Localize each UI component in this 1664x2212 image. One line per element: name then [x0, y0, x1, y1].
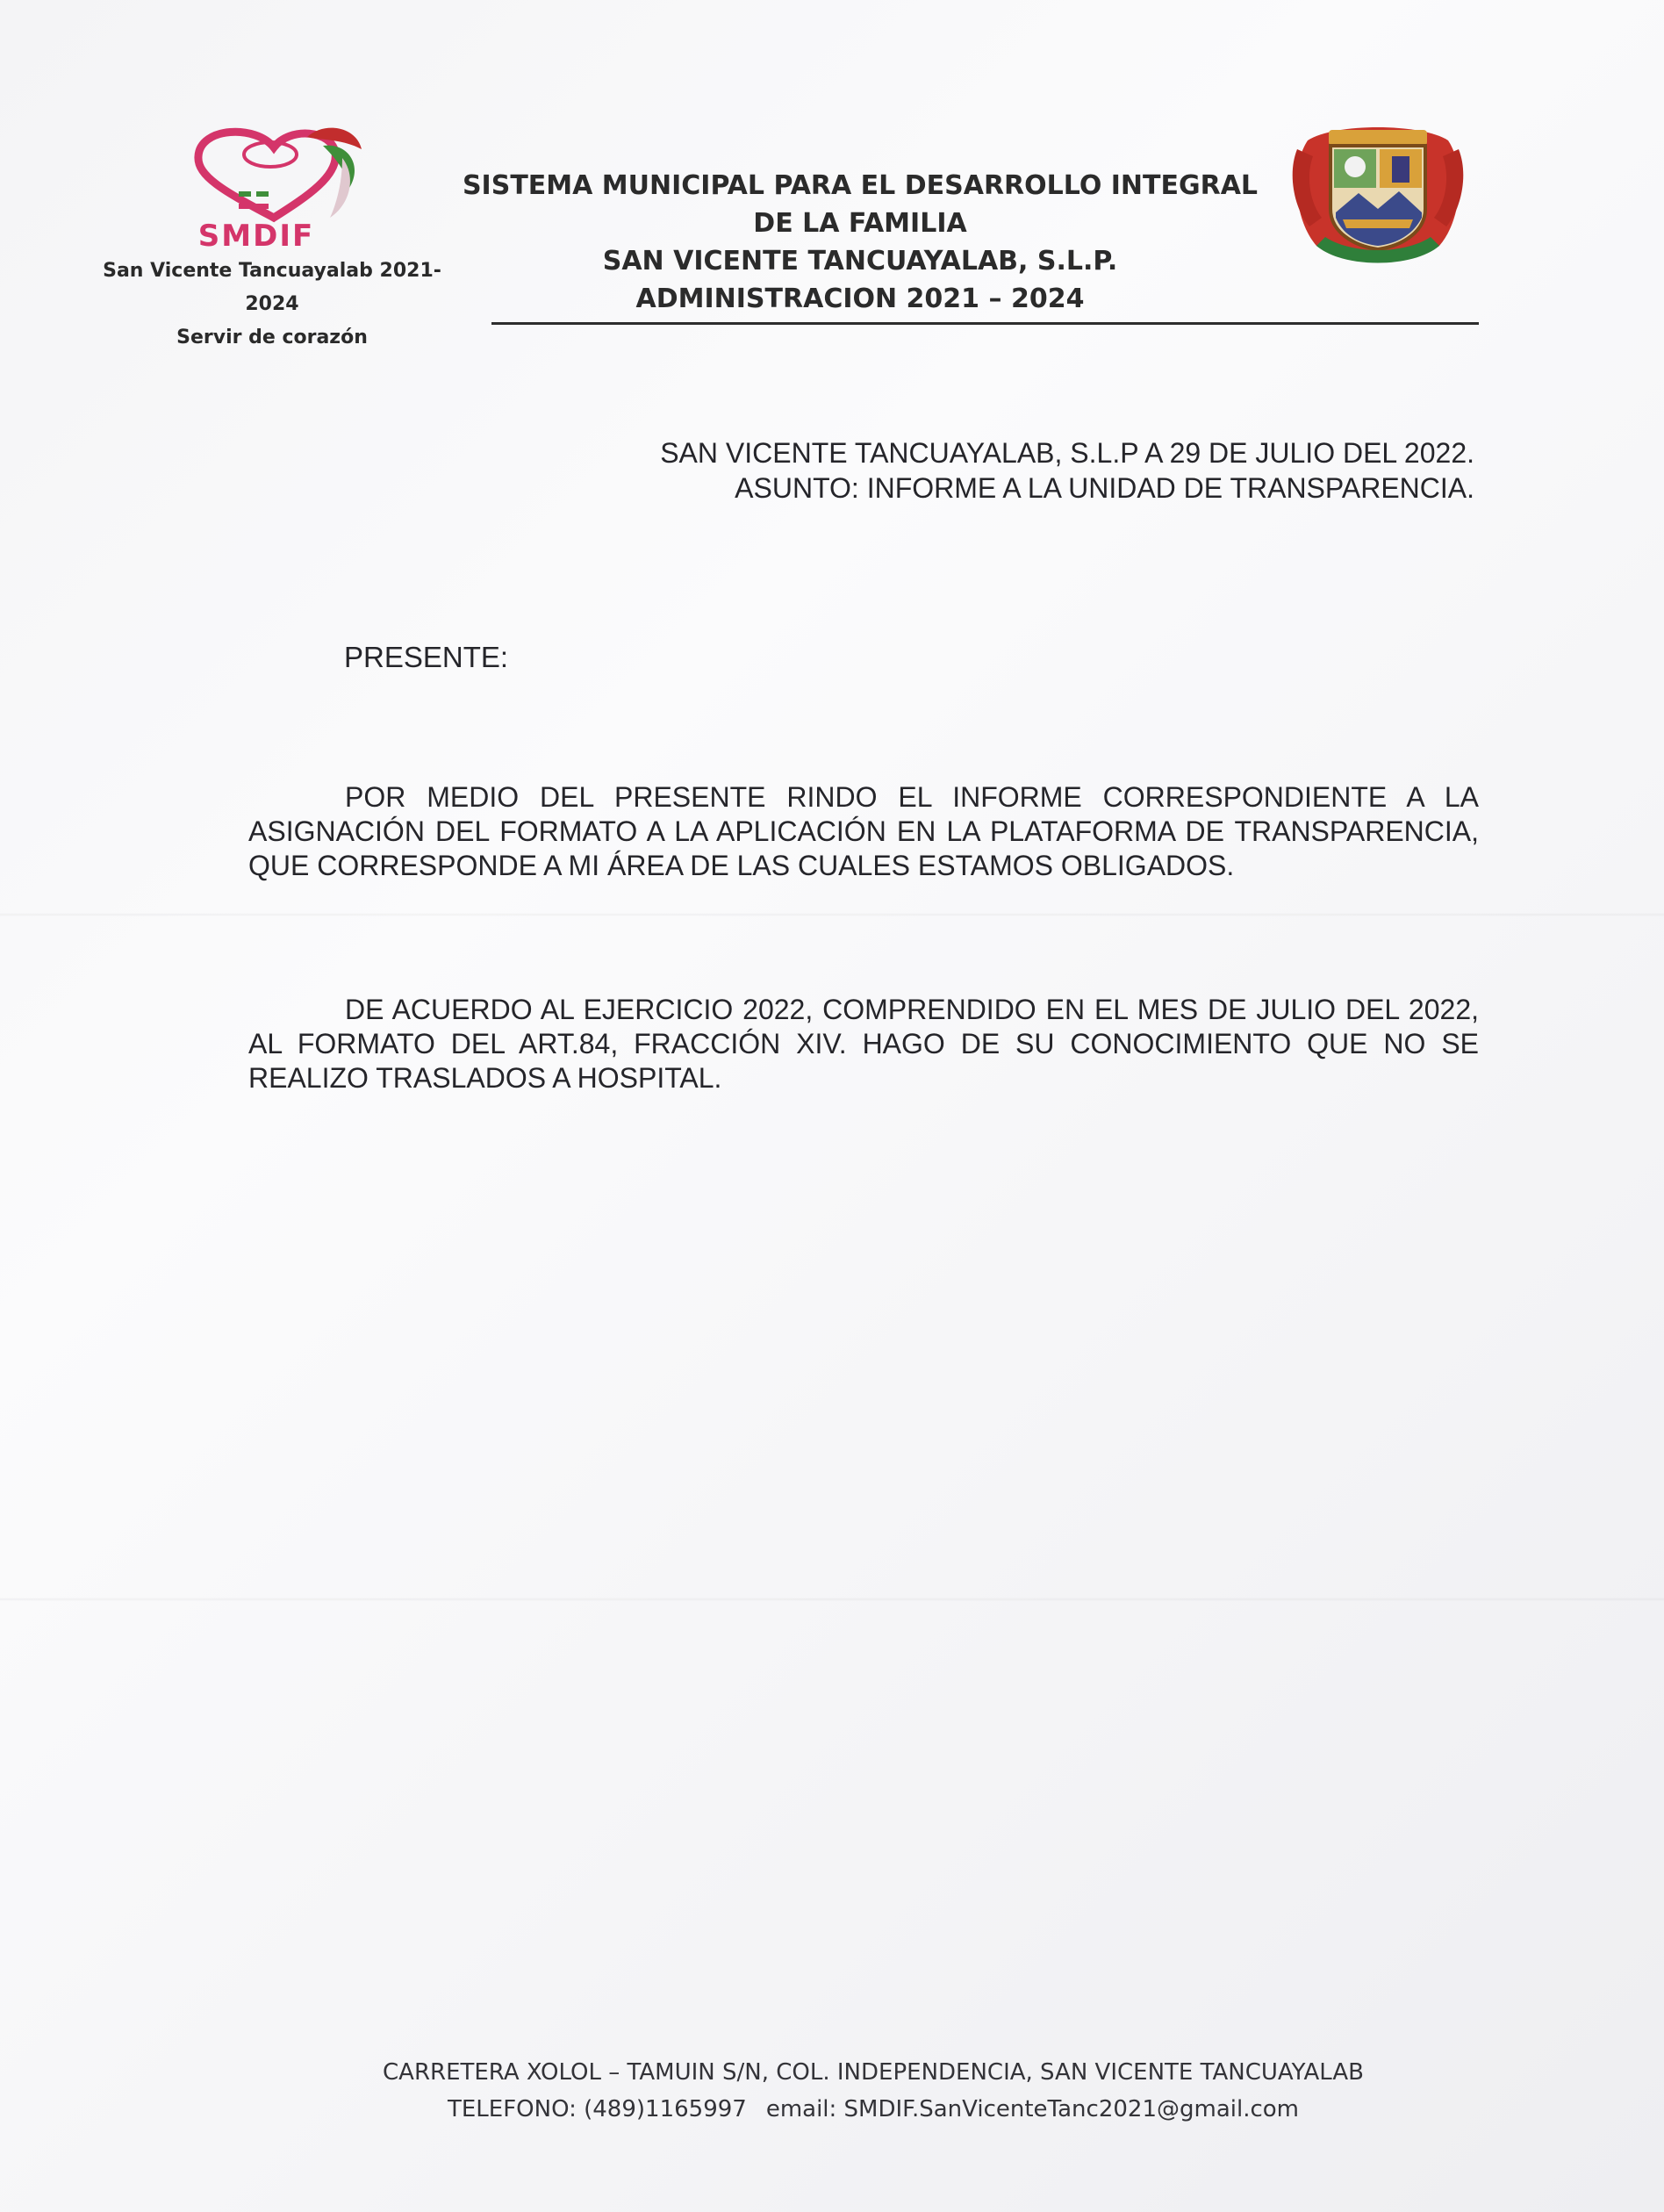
footer-address: CARRETERA XOLOL – TAMUIN S/N, COL. INDEPENDENCIA, SAN VICENTE TANCUAYALAB: [383, 2059, 1364, 2086]
paper-fold-line: [0, 913, 1664, 916]
subject-line: ASUNTO: INFORME A LA UNIDAD DE TRANSPARENCIA.: [735, 472, 1474, 504]
smdif-heart-icon: [176, 123, 377, 255]
municipal-seal: [1290, 114, 1466, 268]
logo-caption: [79, 255, 465, 355]
footer-email: email: SMDIF.SanVicenteTanc2021@gmail.com: [765, 2096, 1299, 2122]
coat-of-arms-icon: [1290, 114, 1466, 268]
letterhead-title-line4: ADMINISTRACION 2021 – 2024: [635, 284, 1085, 314]
letterhead-title: [421, 167, 1299, 318]
letterhead-title-line2: DE LA FAMILIA: [753, 208, 967, 239]
smdif-logo-text: SMDIF: [197, 219, 315, 254]
letterhead-title-line1: SISTEMA MUNICIPAL PARA EL DESARROLLO INTEGRAL: [462, 170, 1259, 201]
letterhead-title-line3: SAN VICENTE TANCUAYALAB, S.L.P.: [602, 246, 1118, 276]
salutation: PRESENTE:: [344, 641, 509, 673]
smdif-logo: [176, 123, 377, 255]
logo-caption-line1: San Vicente Tancuayalab 2021-2024: [103, 260, 441, 315]
date-line: SAN VICENTE TANCUAYALAB, S.L.P A 29 DE JULIO DEL 2022.: [660, 437, 1474, 469]
header-divider: [491, 322, 1479, 325]
date-subject-block: [544, 435, 1474, 506]
body-paragraph-2: DE ACUERDO AL EJERCICIO 2022, COMPRENDIDO EN EL MES DE JULIO DEL 2022, AL FORMATO DEL ART.84, FRACCIÓN XIV. HAGO DE SU CONOCIMIENTO QUE NO SE REALIZO TRASLADOS A HOSPITAL.: [248, 994, 1479, 1094]
footer-phone: TELEFONO: (489)1165997: [447, 2096, 747, 2122]
paper-fold-line: [0, 1598, 1664, 1601]
logo-caption-line2: Servir de corazón: [176, 327, 368, 348]
body-paragraph-1: POR MEDIO DEL PRESENTE RINDO EL INFORME CORRESPONDIENTE A LA ASIGNACIÓN DEL FORMATO A LA APLICACIÓN EN LA PLATAFORMA DE TRANSPARENCIA, QUE CORRESPONDE A MI ÁREA DE LAS CUALES ESTAMOS OBLIGADOS.: [248, 781, 1479, 881]
footer-contact: [176, 2091, 1571, 2128]
footer: [176, 2054, 1571, 2128]
